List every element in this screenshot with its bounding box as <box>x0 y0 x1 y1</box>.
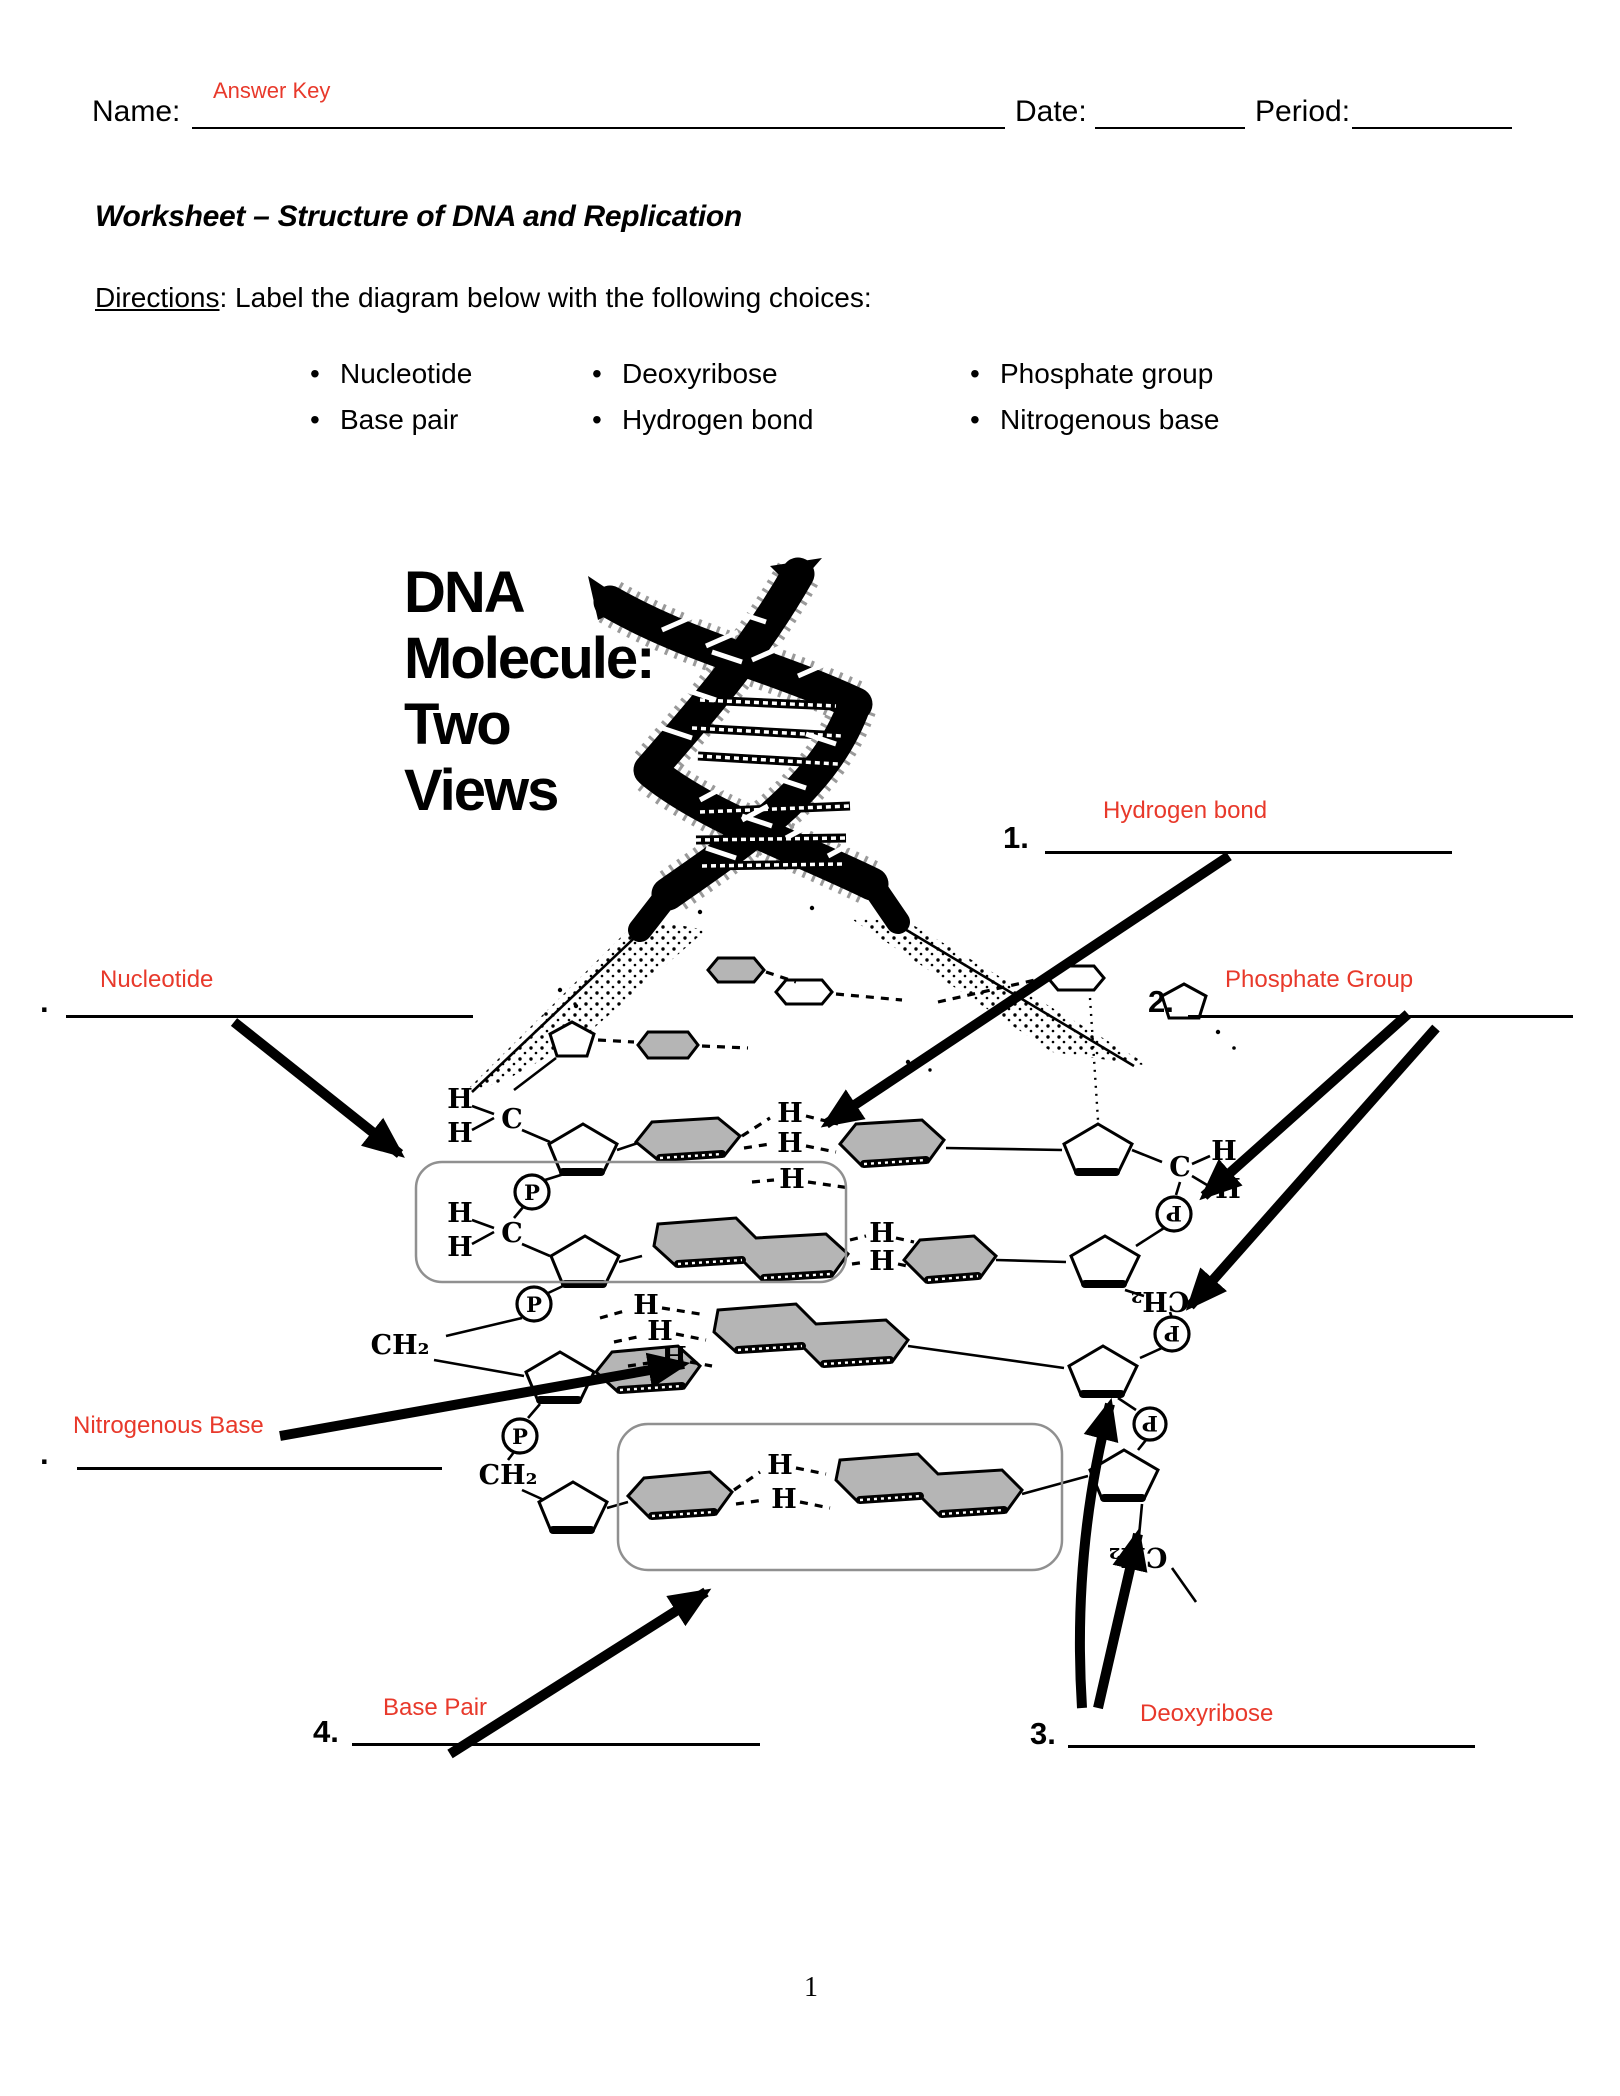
nucleotide-arrow <box>234 1022 400 1154</box>
ladder-rung-1 <box>447 1084 1241 1205</box>
c-atom-label: C <box>1169 1152 1191 1183</box>
answer-5-text: Nucleotide <box>100 966 214 993</box>
h-atom-label: H <box>771 1484 797 1515</box>
name-label: Name: <box>92 95 181 128</box>
diagram-caption: DNA Molecule: Two Views <box>404 560 654 823</box>
bullet-icon: • <box>970 358 980 389</box>
answer-6-number-fragment: . <box>40 1436 49 1471</box>
h-atom-label: H <box>447 1198 473 1229</box>
bullet-icon: • <box>592 404 602 435</box>
h-atom-label: H <box>869 1246 895 1277</box>
h-atom-label: H <box>767 1450 793 1481</box>
h-atom-label: H <box>647 1316 673 1347</box>
answer-1-number: 1. <box>1003 820 1029 855</box>
h-atom-label: H <box>1215 1174 1241 1205</box>
answer-6-blank <box>77 1436 442 1470</box>
answer-1-blank <box>1045 820 1452 854</box>
answer-3-text: Deoxyribose <box>1140 1700 1274 1727</box>
wordbank-item-base-pair: • Base pair <box>310 404 459 435</box>
ch2-label: CH₂ <box>1108 1541 1168 1572</box>
dna-helix-art <box>588 558 898 930</box>
name-answer: Answer Key <box>213 78 331 103</box>
wordbank-item-nucleotide: • Nucleotide <box>310 358 473 389</box>
bullet-icon: • <box>310 404 320 435</box>
ch2-label: CH₂ <box>370 1330 430 1361</box>
directions-rest: : Label the diagram below with the following choices: <box>219 282 872 313</box>
helix-fanout <box>462 906 1236 1120</box>
date-label: Date: <box>1015 95 1087 128</box>
ch2-label: CH₂ <box>478 1460 538 1491</box>
answer-5-blank <box>66 984 473 1018</box>
nitrogenous-base-arrow <box>280 1364 684 1436</box>
answer-6-text: Nitrogenous Base <box>73 1412 264 1439</box>
answer-2-number: 2. <box>1148 984 1174 1019</box>
answer-4-blank <box>352 1712 760 1746</box>
worksheet-title: Worksheet – Structure of DNA and Replication <box>95 200 742 233</box>
bullet-icon: • <box>592 358 602 389</box>
p-atom-label: P <box>512 1424 528 1449</box>
c-atom-label: C <box>501 1104 523 1135</box>
answer-4-number: 4. <box>313 1714 339 1749</box>
ch2-label: CH₂ <box>1130 1285 1190 1316</box>
h-atom-label: H <box>777 1098 803 1129</box>
answer-5-number-fragment: . <box>40 984 49 1019</box>
left-backbone-lower <box>479 1404 544 1500</box>
p-atom-label: P <box>1166 1201 1182 1226</box>
h-atom-label: H <box>633 1290 659 1321</box>
left-backbone-mid <box>371 1286 563 1376</box>
page-number: 1 <box>804 1972 818 2003</box>
h-atom-label: H <box>661 1342 687 1373</box>
answer-3-blank <box>1068 1714 1475 1748</box>
wordbank-item-hydrogen-bond: • Hydrogen bond <box>592 404 814 435</box>
phosphate-circles-upper <box>514 1174 1191 1246</box>
p-atom-label: P <box>524 1180 540 1205</box>
h-atom-label: H <box>777 1128 803 1159</box>
bullet-icon: • <box>970 404 980 435</box>
wordbank-item-deoxyribose: • Deoxyribose <box>592 358 778 389</box>
p-atom-label: P <box>1164 1321 1180 1346</box>
h-atom-label: H <box>447 1084 473 1115</box>
answer-4-text: Base Pair <box>383 1694 488 1721</box>
bullet-icon: • <box>310 358 320 389</box>
period-label: Period: <box>1255 95 1351 128</box>
answer-1-text: Hydrogen bond <box>1103 797 1268 824</box>
answer-2-text: Phosphate Group <box>1225 966 1414 993</box>
h-atom-label: H <box>779 1164 805 1195</box>
phosphate-arrow-2 <box>1190 1028 1436 1306</box>
wordbank-item-nitrogenous-base: • Nitrogenous base <box>970 404 1220 435</box>
directions-lead: Directions <box>95 282 220 313</box>
h-atom-label: H <box>447 1118 473 1149</box>
wordbank-item-phosphate-group: • Phosphate group <box>970 358 1214 389</box>
answer-2-blank <box>1188 984 1573 1018</box>
p-atom-label: P <box>1142 1411 1158 1436</box>
h-atom-label: H <box>869 1218 895 1249</box>
h-atom-label: H <box>1211 1136 1237 1167</box>
c-atom-label: C <box>501 1218 523 1249</box>
answer-3-number: 3. <box>1030 1716 1056 1751</box>
h-atom-label: H <box>447 1232 473 1263</box>
p-atom-label: P <box>526 1292 542 1317</box>
